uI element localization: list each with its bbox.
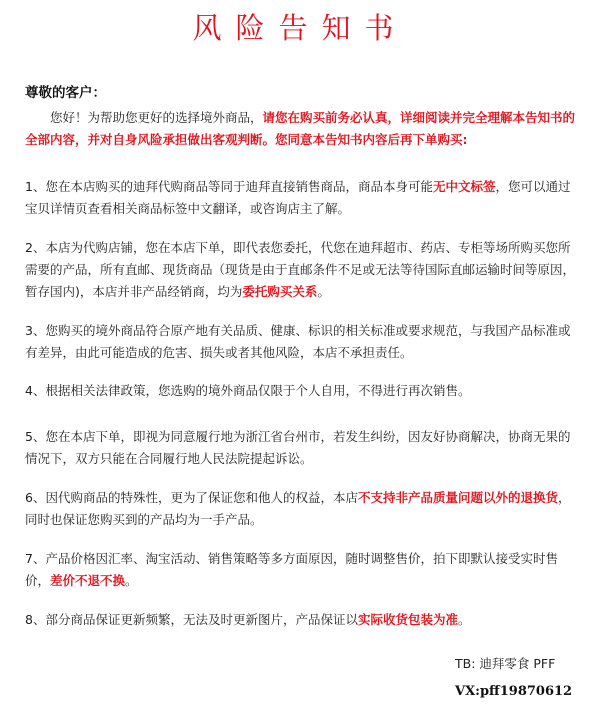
clause-1 <box>25 176 581 220</box>
signature-wechat: VX:pff19870612 <box>455 684 573 699</box>
clause-7 <box>25 548 581 592</box>
clause-8-tail: 。 <box>457 612 471 627</box>
clause-2-text: 2、本店为代购店铺，您在本店下单，即代表您委托，代您在迪拜超市、药店、专柜等场所购买您所需要的产品，所有直邮、现货商品（现货是由于直邮条件不足或无法等待国际直邮运输时间等原因，暂存国内)，本店并非产品经销商，均为 <box>25 240 576 299</box>
clause-6-highlight: 不支持非产品质量问题以外的退换货 <box>357 490 558 505</box>
clause-4-text: 4、根据相关法律政策，您选购的境外商品仅限于个人自用，不得进行再次销售。 <box>25 383 471 398</box>
clause-4 <box>25 380 581 402</box>
clause-1-tail: ，您可以通过宝贝详情页查看相关商品标签中文翻译，或咨询店主了解。 <box>25 179 571 216</box>
clause-8-highlight: 实际收货包装为准 <box>357 612 458 627</box>
clause-7-text: 7、产品价格因汇率、淘宝活动、销售策略等多方面原因，随时调整售价，拍下即默认接受实时售价， <box>25 551 558 588</box>
clause-1-text: 1、您在本店购买的迪拜代购商品等同于迪拜直接销售商品，商品本身可能 <box>25 179 433 194</box>
clause-6-tail: ，同时也保证您购买到的产品均为一手产品。 <box>25 490 571 527</box>
clause-5-text: 5、您在本店下单，即视为同意履行地为浙江省台州市，若发生纠纷，因友好协商解决，协商无果的情况下，双方只能在合同履行地人民法院提起诉讼。 <box>25 429 571 466</box>
clause-3 <box>25 320 581 364</box>
intro-paragraph <box>25 107 581 151</box>
clause-8 <box>25 609 581 631</box>
clause-6 <box>25 487 581 531</box>
clause-7-highlight: 差价不退不换 <box>50 573 126 588</box>
signature-taobao: TB: 迪拜零食 PFF <box>455 656 556 671</box>
clause-5 <box>25 426 581 470</box>
clause-2-highlight: 委托购买关系 <box>242 284 318 299</box>
greeting: 尊敬的客户： <box>25 85 106 101</box>
page-title: 风险告知书 <box>192 11 408 45</box>
clause-3-text: 3、您购买的境外商品符合原产地有关品质、健康、标识的相关标准或要求规范，与我国产品标准或有差异，由此可能造成的危害、损失或者其他风险，本店不承担责任。 <box>25 323 571 360</box>
clause-2-tail: 。 <box>317 284 330 299</box>
clause-7-tail: 。 <box>125 573 138 588</box>
intro-text: 您好！为帮助您更好的选择境外商品， <box>50 110 263 125</box>
clause-6-text: 6、因代购商品的特殊性，更为了保证您和他人的权益，本店 <box>25 490 358 505</box>
intro-warning: 请您在购买前务必认真，详细阅读并完全理解本告知书的全部内容，并对自身风险承担做出客观判断。您同意本告知书内容后再下单购买: <box>25 110 576 147</box>
clause-8-text: 8、部分商品保证更新频繁，无法及时更新图片，产品保证以 <box>25 612 358 627</box>
clause-2 <box>25 237 581 303</box>
clause-1-highlight: 无中文标签 <box>432 179 496 194</box>
